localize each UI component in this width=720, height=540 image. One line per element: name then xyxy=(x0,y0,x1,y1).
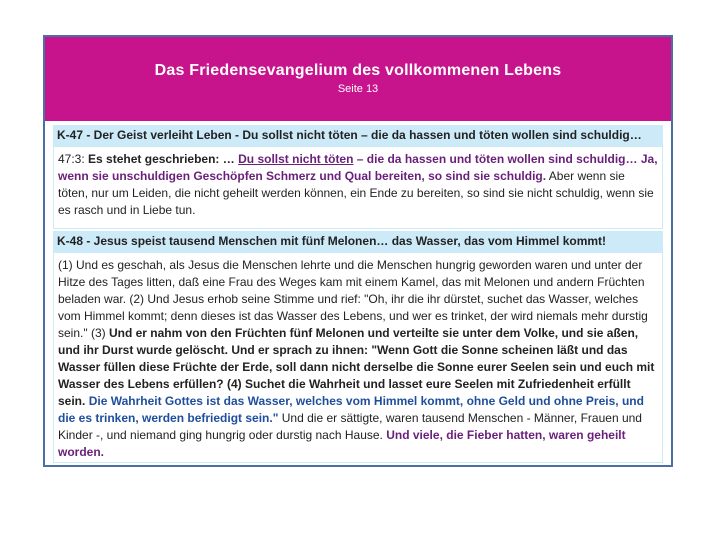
title-banner xyxy=(45,37,671,121)
section-heading-k48: K-48 - Jesus speist tausend Menschen mit fünf Melonen… das Wasser, das vom Himmel kommt! xyxy=(53,231,663,253)
document-title: Das Friedensevangelium des vollkommenen Lebens xyxy=(154,62,562,79)
page-number: Seite 13 xyxy=(337,83,379,95)
verse-text-2: – die da hassen und töten wollen sind schuldig… xyxy=(356,152,638,166)
passage-text-4: Und die er sättigte, waren tausend Menschen - Männer, Frauen und Kinder -, und niemand ging hungrig oder durstig nach Hause. xyxy=(58,411,642,442)
passage-text-3: Die Wahrheit Gottes ist das Wasser, welches vom Himmel kommt, ohne Geld und ohne Preis, und die es trinken, werden befriedigt sein." xyxy=(58,394,644,425)
passage-text-2: Und er nahm von den Früchten fünf Melonen und verteilte sie unter dem Volke, und sie aßen, und ihr Durst wurde gelöscht. Und er sprach zu ihnen: "Wenn Gott die Sonne scheinen läßt und das Wasser füllen diese Früchte der Erde, soll dann nicht derselbe die Sonne eurer Seelen sein und euch mit Wasser des Lebens erfüllen? (4) Suchet die Wahrheit und lasset eure Seelen mit Zufriedenheit erfüllt sein. xyxy=(58,326,655,408)
passage-text-5: Und viele, die Fieber hatten, waren geheilt worden. xyxy=(58,428,626,459)
verse-ref: 47:3: xyxy=(58,152,85,166)
section-body-k48 xyxy=(53,253,663,463)
section-body-k47 xyxy=(53,147,663,229)
section-heading-k47: K-47 - Der Geist verleiht Leben - Du sollst nicht töten – die da hassen und töten wollen sind schuldig… xyxy=(53,125,663,147)
verse-text-4: Aber wenn sie töten, nur um Leiden, die nicht geheilt werden können, ein Ende zu bereiten, so sind sie nicht schuldig, wenn sie es rasch und in Liebe tun. xyxy=(58,169,654,217)
slide-frame xyxy=(43,35,673,467)
passage-text-1: (1) Und es geschah, als Jesus die Menschen lehrte und die Menschen hungrig geworden waren und unter der Hitze des Tages litten, daß eine Frau des Weges kam mit einem Kamel, das mit Melonen und andern Früchten beladen war. (2) Und Jesus erhob seine Stimme und rief: "Oh, ihr die ihr dürstet, suchet das Wasser, welches vom Himmel kommt; denn dieses ist das Wasser des Lebens, und wer es trinket, der wird niemals mehr durstig sein." (3) xyxy=(58,258,648,340)
verse-text-commandment: Du sollst nicht töten xyxy=(238,152,354,166)
verse-text-1: Es stehet geschrieben: … xyxy=(88,152,235,166)
verse-text-3: Ja, wenn sie unschuldigen Geschöpfen Schmerz und Qual bereiten, so sind sie schuldig. xyxy=(58,152,658,183)
